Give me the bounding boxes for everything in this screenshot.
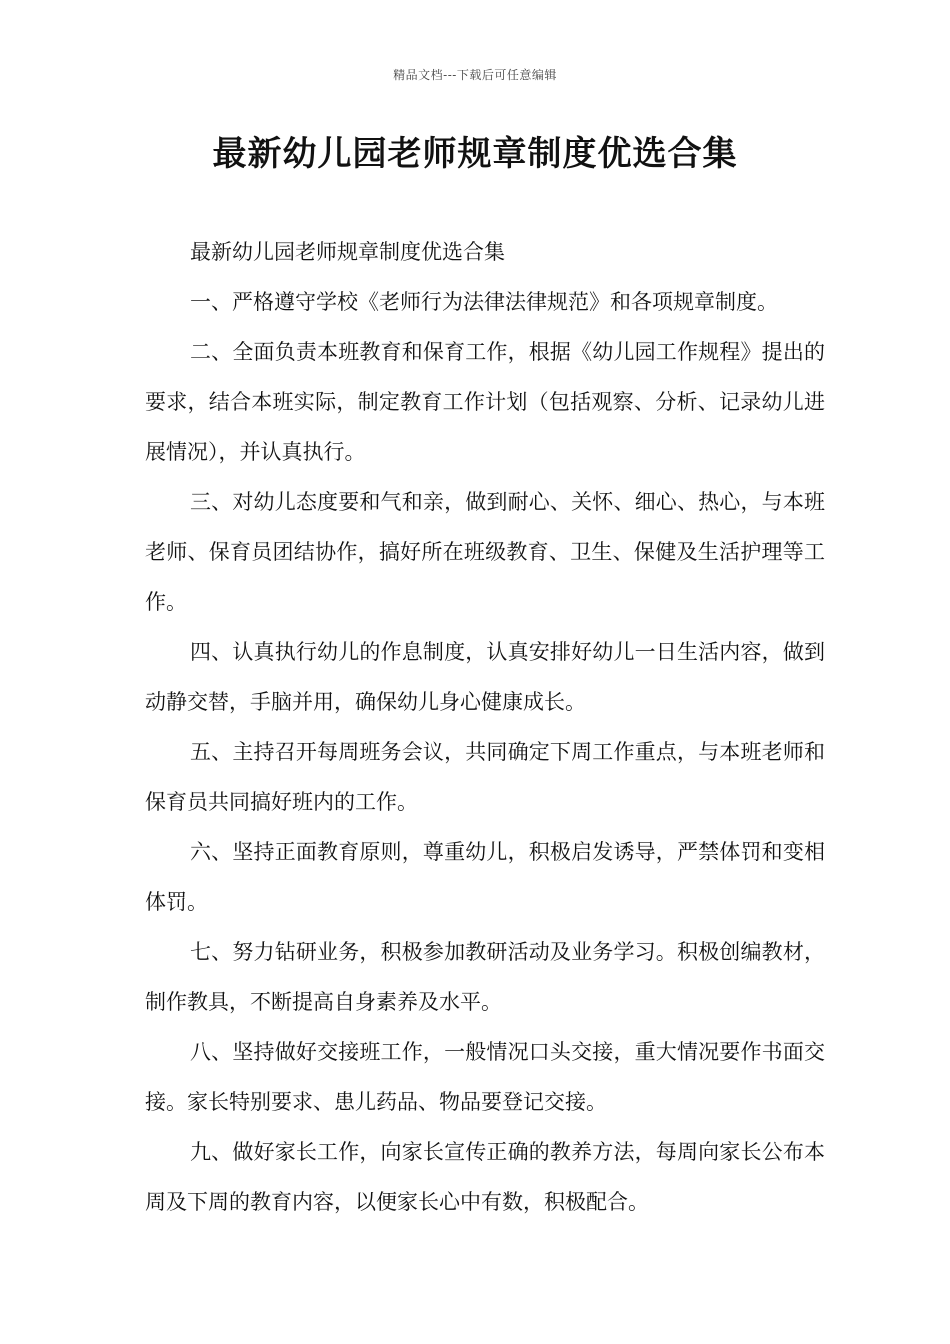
paragraph-item-7: 七、努力钻研业务，积极参加教研活动及业务学习。积极创编教材，制作教具，不断提高自身素养及水平。 <box>145 940 825 1014</box>
document-title: 最新幼儿园老师规章制度优选合集 <box>212 134 738 174</box>
paragraph-item-3: 三、对幼儿态度要和气和亲，做到耐心、关怀、细心、热心，与本班老师、保育员团结协作，搞好所在班级教育、卫生、保健及生活护理等工作。 <box>145 490 825 614</box>
paragraph-item-6: 六、坚持正面教育原则，尊重幼儿，积极启发诱导，严禁体罚和变相体罚。 <box>145 840 825 914</box>
paragraph-item-8: 八、坚持做好交接班工作，一般情况口头交接，重大情况要作书面交接。家长特别要求、患儿药品、物品要登记交接。 <box>145 1040 825 1114</box>
paragraph-item-9: 九、做好家长工作，向家长宣传正确的教养方法，每周向家长公布本周及下周的教育内容，以便家长心中有数，积极配合。 <box>145 1140 825 1214</box>
paragraph-subtitle: 最新幼儿园老师规章制度优选合集 <box>190 240 505 264</box>
paragraph-item-5: 五、主持召开每周班务会议，共同确定下周工作重点，与本班老师和保育员共同搞好班内的工作。 <box>145 740 825 814</box>
header-note: 精品文档---下载后可任意编辑 <box>393 68 557 82</box>
document-body <box>145 227 825 1227</box>
paragraph-item-4: 四、认真执行幼儿的作息制度，认真安排好幼儿一日生活内容，做到动静交替，手脑并用，确保幼儿身心健康成长。 <box>145 640 825 714</box>
paragraph-item-1: 一、严格遵守学校《老师行为法律法律规范》和各项规章制度。 <box>190 290 778 314</box>
paragraph-item-2: 二、全面负责本班教育和保育工作，根据《幼儿园工作规程》提出的要求，结合本班实际，制定教育工作计划（包括观察、分析、记录幼儿进展情况），并认真执行。 <box>145 340 825 464</box>
